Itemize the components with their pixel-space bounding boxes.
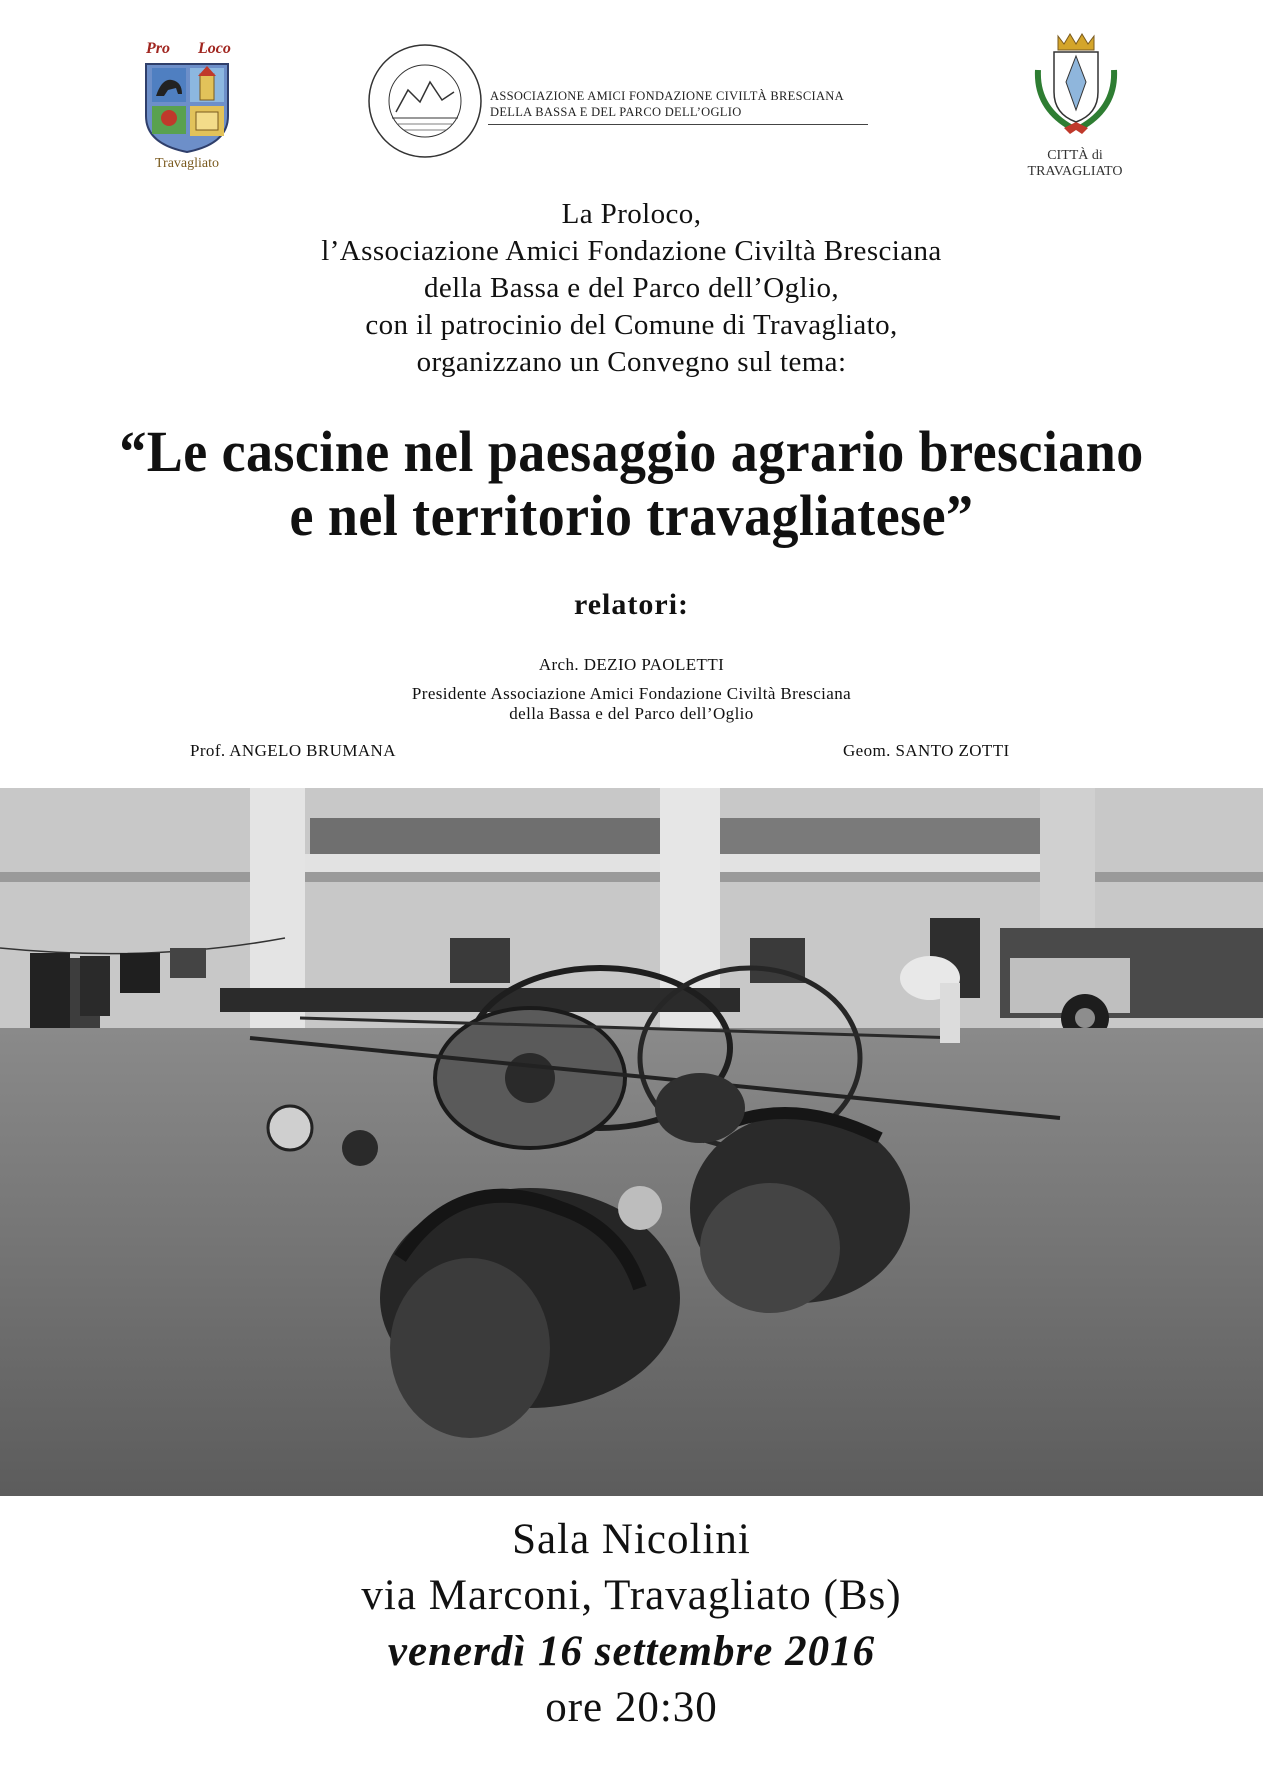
intro-line-1: La Proloco, bbox=[561, 198, 702, 230]
speaker-right: Geom. SANTO ZOTTI bbox=[843, 741, 1010, 760]
farmyard-turkeys-image bbox=[0, 788, 1263, 1496]
event-date: venerdì 16 settembre 2016 bbox=[387, 1628, 876, 1675]
association-logo-text bbox=[490, 88, 870, 120]
venue-name: Sala Nicolini bbox=[512, 1516, 751, 1563]
proloco-title-left: Pro bbox=[146, 40, 170, 57]
city-line-2: TRAVAGLIATO bbox=[1027, 164, 1123, 179]
venue-address: via Marconi, Travagliato (Bs) bbox=[361, 1572, 902, 1619]
intro-line-4: con il patrocinio del Comune di Travagliato, bbox=[365, 309, 898, 341]
city-crest-text bbox=[1010, 148, 1140, 180]
event-venue-block bbox=[0, 1512, 1263, 1736]
main-speaker-role bbox=[0, 684, 1263, 724]
proloco-logo-title bbox=[132, 40, 242, 58]
title-line-2: e nel territorio travagliatese” bbox=[289, 483, 974, 548]
city-line-1: CITTÀ di bbox=[1047, 148, 1103, 163]
association-seal-logo bbox=[366, 42, 484, 160]
organizers-intro bbox=[0, 196, 1263, 381]
association-seal-icon bbox=[366, 42, 484, 160]
farmyard-photo bbox=[0, 788, 1263, 1496]
intro-line-2: l’Associazione Amici Fondazione Civiltà Bresciana bbox=[321, 235, 942, 267]
intro-line-3: della Bassa e del Parco dell’Oglio, bbox=[423, 272, 840, 304]
city-crest-logo bbox=[1010, 30, 1130, 180]
main-speaker-name: Arch. DEZIO PAOLETTI bbox=[538, 655, 725, 674]
event-time: ore 20:30 bbox=[545, 1684, 718, 1731]
intro-line-5: organizzano un Convegno sul tema: bbox=[416, 346, 847, 378]
main-speaker-role-line-2: della Bassa e del Parco dell’Oglio bbox=[509, 704, 754, 723]
conference-title bbox=[44, 420, 1219, 548]
city-crest-icon bbox=[1028, 30, 1124, 142]
proloco-title-right: Loco bbox=[198, 40, 231, 57]
association-divider bbox=[488, 124, 868, 125]
main-speaker-role-line-1: Presidente Associazione Amici Fondazione Civiltà Bresciana bbox=[411, 684, 852, 703]
proloco-shield-icon bbox=[142, 58, 232, 154]
association-line-2: DELLA BASSA E DEL PARCO DELL’OGLIO bbox=[490, 105, 742, 119]
association-line-1: ASSOCIAZIONE AMICI FONDAZIONE CIVILTÀ BRESCIANA bbox=[490, 89, 844, 103]
title-line-1: “Le cascine nel paesaggio agrario bresciano bbox=[119, 419, 1144, 484]
speaker-left: Prof. ANGELO BRUMANA bbox=[190, 741, 396, 760]
speakers-heading: relatori: bbox=[573, 588, 690, 621]
proloco-logo-name: Travagliato bbox=[154, 156, 220, 171]
proloco-logo bbox=[132, 40, 242, 180]
